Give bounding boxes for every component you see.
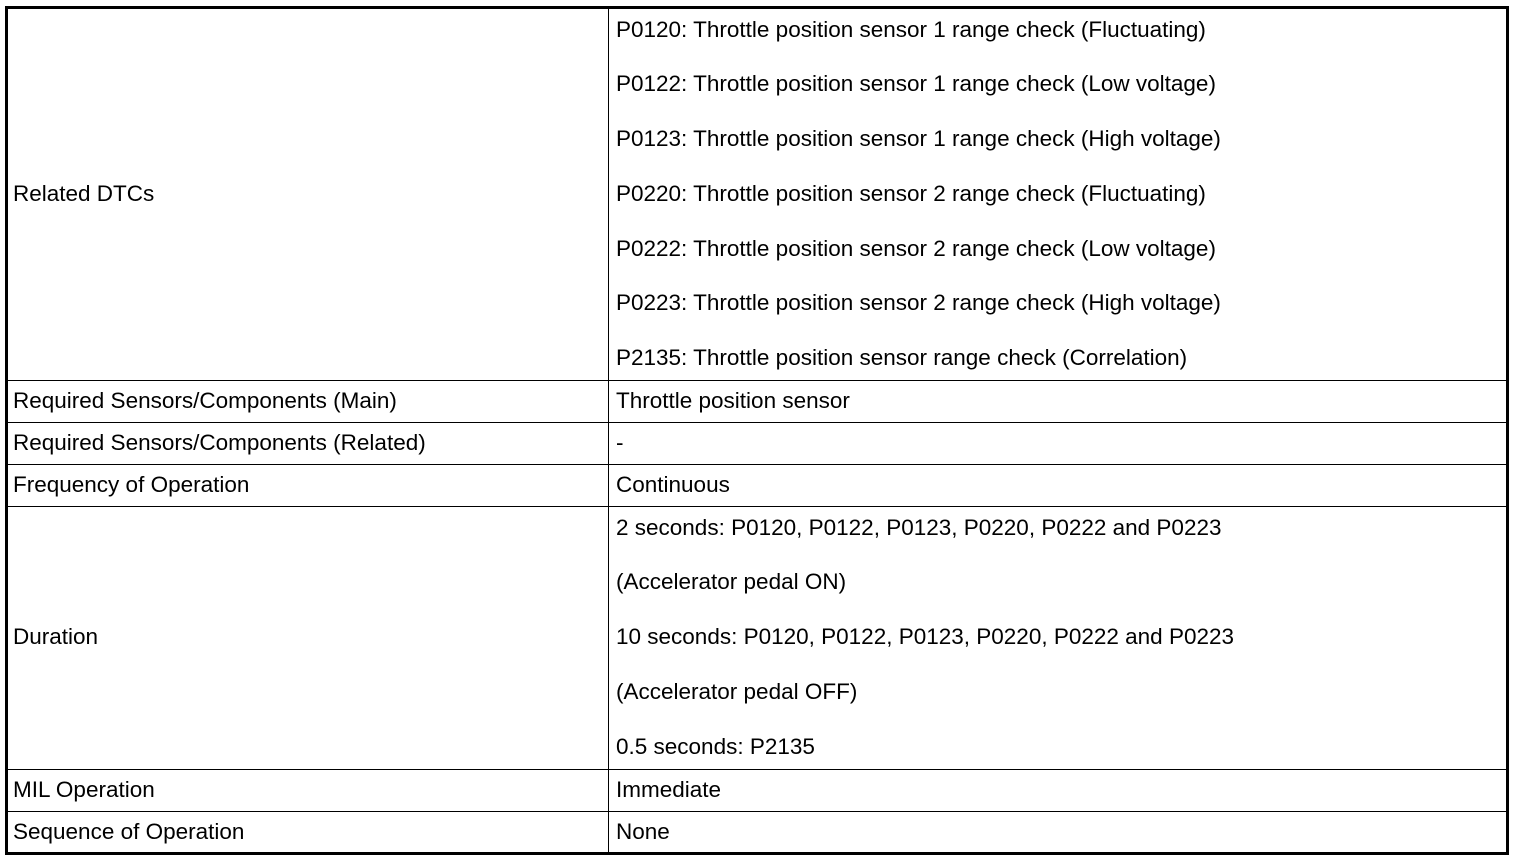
row-label: Related DTCs [8,9,609,380]
row-value: None [609,811,1507,853]
spec-table [8,9,1506,853]
table-row-duration [8,506,1506,769]
dtc-item: P0120: Throttle position sensor 1 range check (Fluctuating) [616,16,1206,42]
dtc-item: P0123: Throttle position sensor 1 range check (High voltage) [616,126,1221,152]
dtc-item: P0122: Throttle position sensor 1 range check (Low voltage) [616,71,1216,97]
row-value-cell [609,506,1507,769]
table-row-mil-operation [8,769,1506,811]
table-row-sequence [8,811,1506,853]
row-value: Immediate [609,769,1507,811]
duration-item: (Accelerator pedal OFF) [616,678,858,704]
dtc-item: P2135: Throttle position sensor range check (Correlation) [616,345,1188,371]
row-label: MIL Operation [8,769,609,811]
table-row-required-main [8,380,1506,422]
row-label: Frequency of Operation [8,464,609,506]
dtc-item: P0223: Throttle position sensor 2 range check (High voltage) [616,290,1221,316]
spec-table-frame [5,6,1509,855]
row-label: Sequence of Operation [8,811,609,853]
row-label: Required Sensors/Components (Related) [8,422,609,464]
table-row-required-related [8,422,1506,464]
dtc-item: P0222: Throttle position sensor 2 range check (Low voltage) [616,235,1216,261]
row-value-cell [609,9,1507,380]
row-label: Duration [8,506,609,769]
dtc-item: P0220: Throttle position sensor 2 range check (Fluctuating) [616,180,1206,206]
row-value: Throttle position sensor [609,380,1507,422]
row-value: Continuous [609,464,1507,506]
table-row-frequency [8,464,1506,506]
duration-item: 10 seconds: P0120, P0122, P0123, P0220, P0222 and P0223 [616,624,1235,650]
row-value: - [609,422,1507,464]
row-label: Required Sensors/Components (Main) [8,380,609,422]
duration-item: 0.5 seconds: P2135 [616,733,815,759]
duration-item: (Accelerator pedal ON) [616,569,847,595]
table-row-related-dtcs [8,9,1506,380]
duration-item: 2 seconds: P0120, P0122, P0123, P0220, P0222 and P0223 [616,514,1222,540]
